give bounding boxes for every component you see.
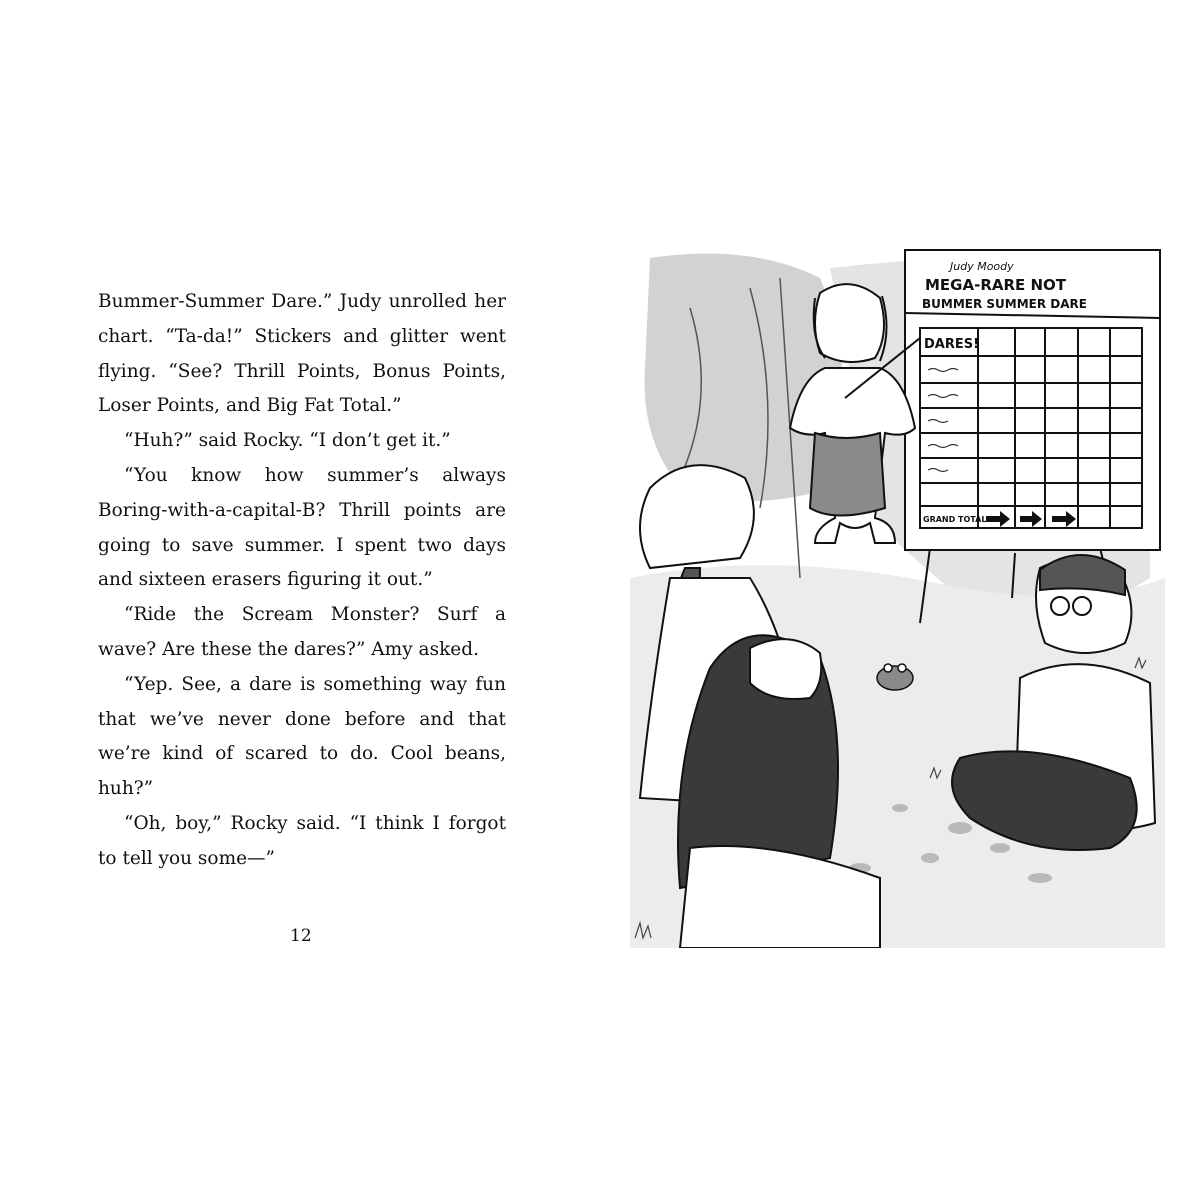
chart-title-line1: MEGA-RARE NOT [925,276,1067,294]
paragraph: “Yep. See, a dare is something way fun that we’ve never done before and that we’re kind of scared to do. Cool beans, huh?” [98,673,506,800]
paragraph: “Ride the Scream Monster? Surf a wave? Are these the dares?” Amy asked. [98,604,506,660]
chart-footer-label: GRAND TOTAL [923,515,987,524]
paragraph: “You know how summer’s always Boring-with-a-capital-B? Thrill points are going to save summer. I spent two days and sixteen erasers figuring it out.” [98,464,506,591]
chart-column-header: DARES! [924,337,980,352]
text-page [98,285,506,877]
page-number: 12 [290,926,312,946]
paragraph: “Huh?” said Rocky. “I don’t get it.” [124,430,451,452]
chart-header: Judy Moody [950,260,1014,273]
illustration [630,248,1165,948]
paragraph: Bummer-Summer Dare.” Judy unrolled her chart. “Ta-da!” Stickers and glitter went flying. “See? Thrill Points, Bonus Points, Loser Points, and Big Fat Total.” [98,291,506,417]
chart-title-line2: BUMMER SUMMER DARE [922,297,1087,311]
paragraph: “Oh, boy,” Rocky said. “I think I forgot to tell you some—” [98,812,506,869]
